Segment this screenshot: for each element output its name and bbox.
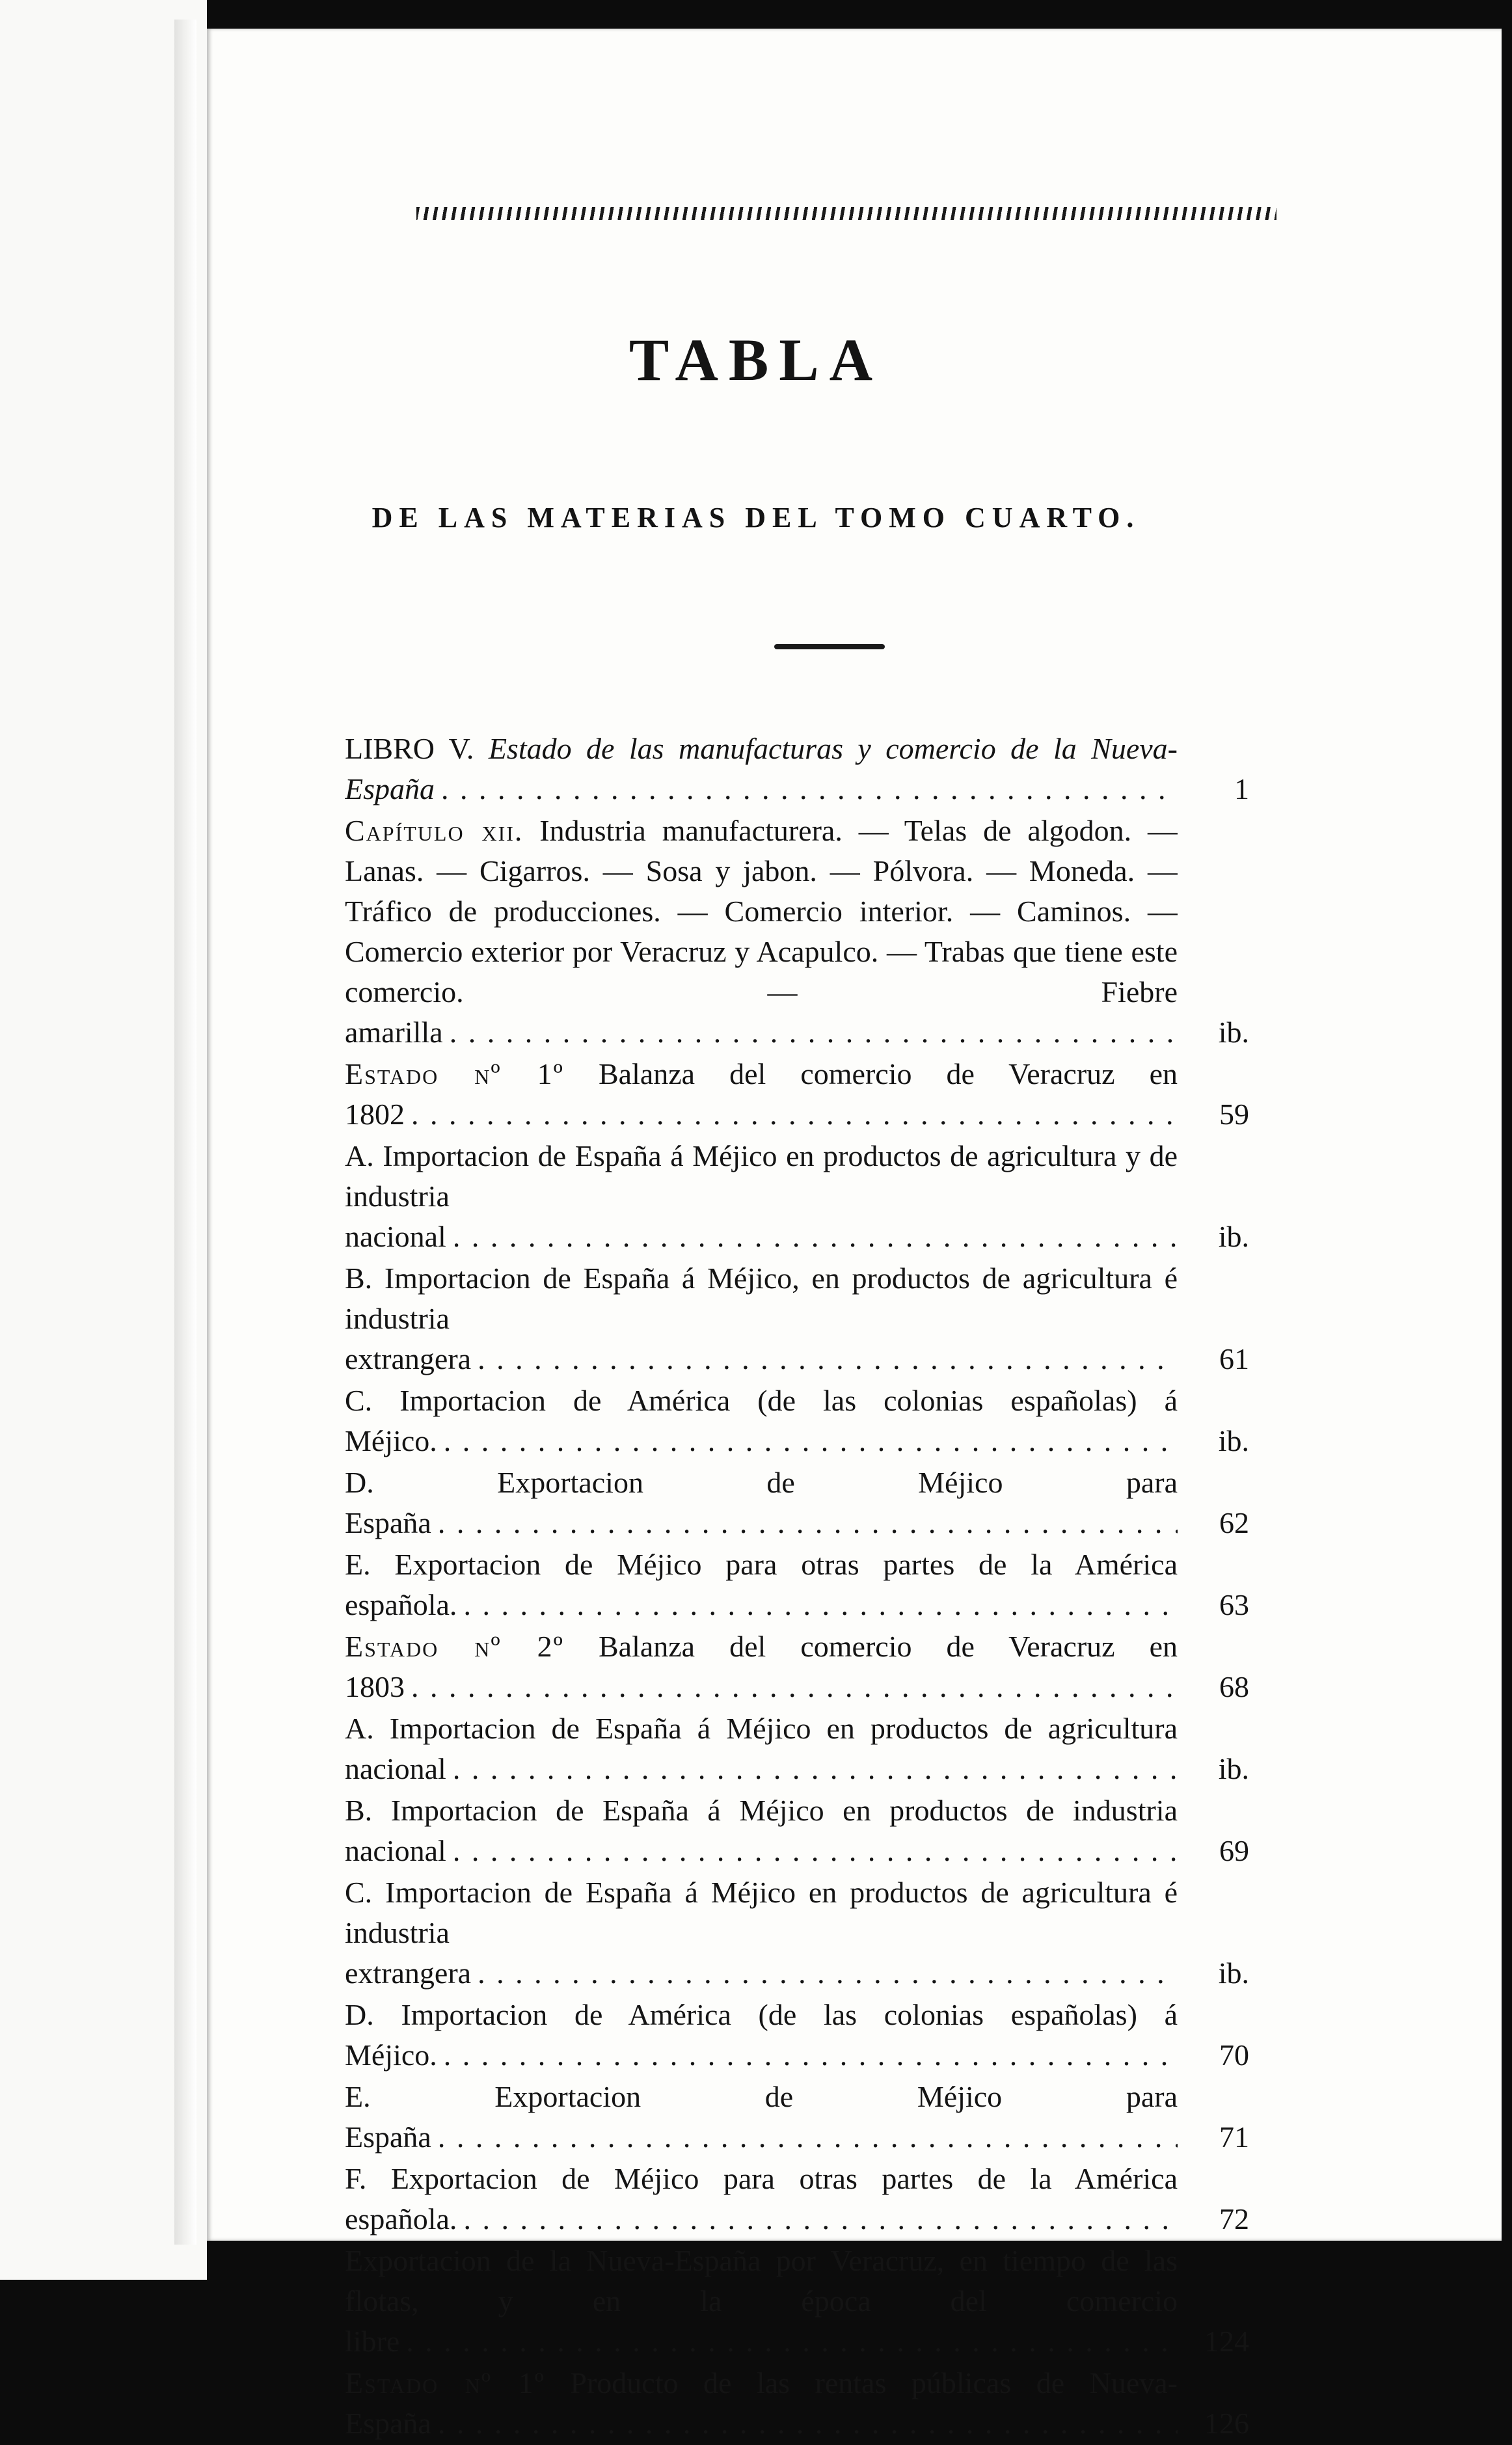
entry-label: Estado nº 2º [345, 1630, 564, 1663]
table-of-contents [345, 729, 1249, 2445]
entry-text: Exportacion de Méjico para otras partes de la América española. [345, 1548, 1178, 1621]
entry-text: Importacion de España á Méjico en productos de agricultura y de industria nacional [345, 1139, 1178, 1253]
entry-text: Industria manufacturera. — Telas de algodon. — Lanas. — Cigarros. — Sosa y jabon. — Pólvora. — Moneda. — Tráfico de producciones. — Comercio interior. — Caminos. — Comercio exterior por Veracruz y Acapulco. — Trabas que tiene este comercio. — Fiebre amarilla [345, 814, 1178, 1049]
entry-page-number: 70 [1219, 2038, 1249, 2072]
entry-text: Estado de las manufacturas y comercio de la Nueva-España [345, 732, 1178, 805]
entry-text: Exportacion de Méjico para España [345, 2080, 1178, 2154]
entry-label: B. [345, 1794, 373, 1827]
entry-label: Estado nº 1º [345, 2366, 545, 2399]
entry-label: Capítulo xii. [345, 814, 524, 847]
entry-label: E. [345, 2080, 371, 2113]
entry-label: B. [345, 1262, 373, 1295]
entry-text: Importacion de España á Méjico, en productos de agricultura é industria extrangera [345, 1262, 1178, 1375]
entry-page-number: ib. [1218, 1220, 1249, 1253]
divider-rule [774, 644, 885, 649]
entry-label: F. [345, 2162, 367, 2195]
entry-text: Importacion de España á Méjico en productos de agricultura é industria extrangera [345, 1876, 1178, 1990]
entry-text: Producto de las rentas públicas de Nueva-España [345, 2366, 1178, 2440]
toc-entry [345, 1995, 1249, 2075]
entry-page-number: 61 [1219, 1342, 1249, 1375]
entry-page-number: 1 [1234, 772, 1249, 805]
entry-text: Importacion de España á Méjico en productos de industria nacional [345, 1794, 1178, 1867]
entry-page-number: 68 [1219, 1670, 1249, 1703]
entry-label: D. [345, 1998, 374, 2031]
toc-entry [345, 1381, 1249, 1461]
entry-label: LIBRO V. [345, 732, 474, 765]
toc-entry [345, 729, 1249, 809]
entry-page-number: 72 [1219, 2202, 1249, 2236]
entry-label: E. [345, 1548, 371, 1581]
entry-page-number: 62 [1219, 1506, 1249, 1539]
toc-entry [345, 1790, 1249, 1871]
toc-entry [345, 1627, 1249, 1707]
entry-label: C. [345, 1876, 373, 1909]
entry-label: C. [345, 1384, 373, 1417]
entry-page-number: ib. [1218, 1956, 1249, 1990]
entry-text: Importacion de España á Méjico en productos de agricultura nacional [345, 1712, 1178, 1785]
entry-page-number: ib. [1218, 1752, 1249, 1785]
entry-text: Balanza del comercio de Veracruz en 1802 [345, 1057, 1178, 1131]
entry-text: Exportacion de Méjico para España [345, 1466, 1178, 1539]
toc-entry [345, 2363, 1249, 2444]
page-title: TABLA [628, 327, 884, 393]
entry-label: D. [345, 1466, 374, 1499]
toc-entry [345, 2159, 1249, 2239]
ornamental-rule [416, 207, 1276, 220]
toc-entry [345, 1136, 1249, 1257]
toc-entry [345, 1463, 1249, 1543]
toc-entry [345, 1872, 1249, 1993]
entry-text: Exportacion de la Nueva-España por Veracruz, en tiempo de las flotas, y en la época del comercio libre [345, 2244, 1178, 2358]
toc-entry [345, 1054, 1249, 1135]
toc-entry [345, 2241, 1249, 2362]
entry-text: Balanza del comercio de Veracruz en 1803 [345, 1630, 1178, 1703]
entry-label: A. [345, 1139, 374, 1172]
toc-entry [345, 1545, 1249, 1625]
entry-page-number: 59 [1219, 1098, 1249, 1131]
entry-page-number: 63 [1219, 1588, 1249, 1621]
entry-label: A. [345, 1712, 374, 1745]
entry-page-number: ib. [1218, 1424, 1249, 1457]
entry-page-number: 124 [1204, 2325, 1249, 2358]
entry-page-number: 71 [1219, 2120, 1249, 2154]
entry-page-number: ib. [1218, 1016, 1249, 1049]
page-subtitle: DE LAS MATERIAS DEL TOMO CUARTO. [371, 502, 1141, 534]
entry-text: Importacion de América (de las colonias españolas) á Méjico. [345, 1998, 1178, 2072]
toc-entry [345, 2077, 1249, 2157]
entry-page-number: 69 [1219, 1834, 1249, 1867]
toc-entry [345, 1709, 1249, 1789]
entry-page-number: 126 [1204, 2407, 1249, 2440]
entry-text: Exportacion de Méjico para otras partes de la América española. [345, 2162, 1178, 2236]
entry-text: Importacion de América (de las colonias españolas) á Méjico. [345, 1384, 1178, 1457]
toc-entry [345, 1258, 1249, 1379]
entry-label: Estado nº 1º [345, 1057, 564, 1090]
toc-entry [345, 811, 1249, 1053]
